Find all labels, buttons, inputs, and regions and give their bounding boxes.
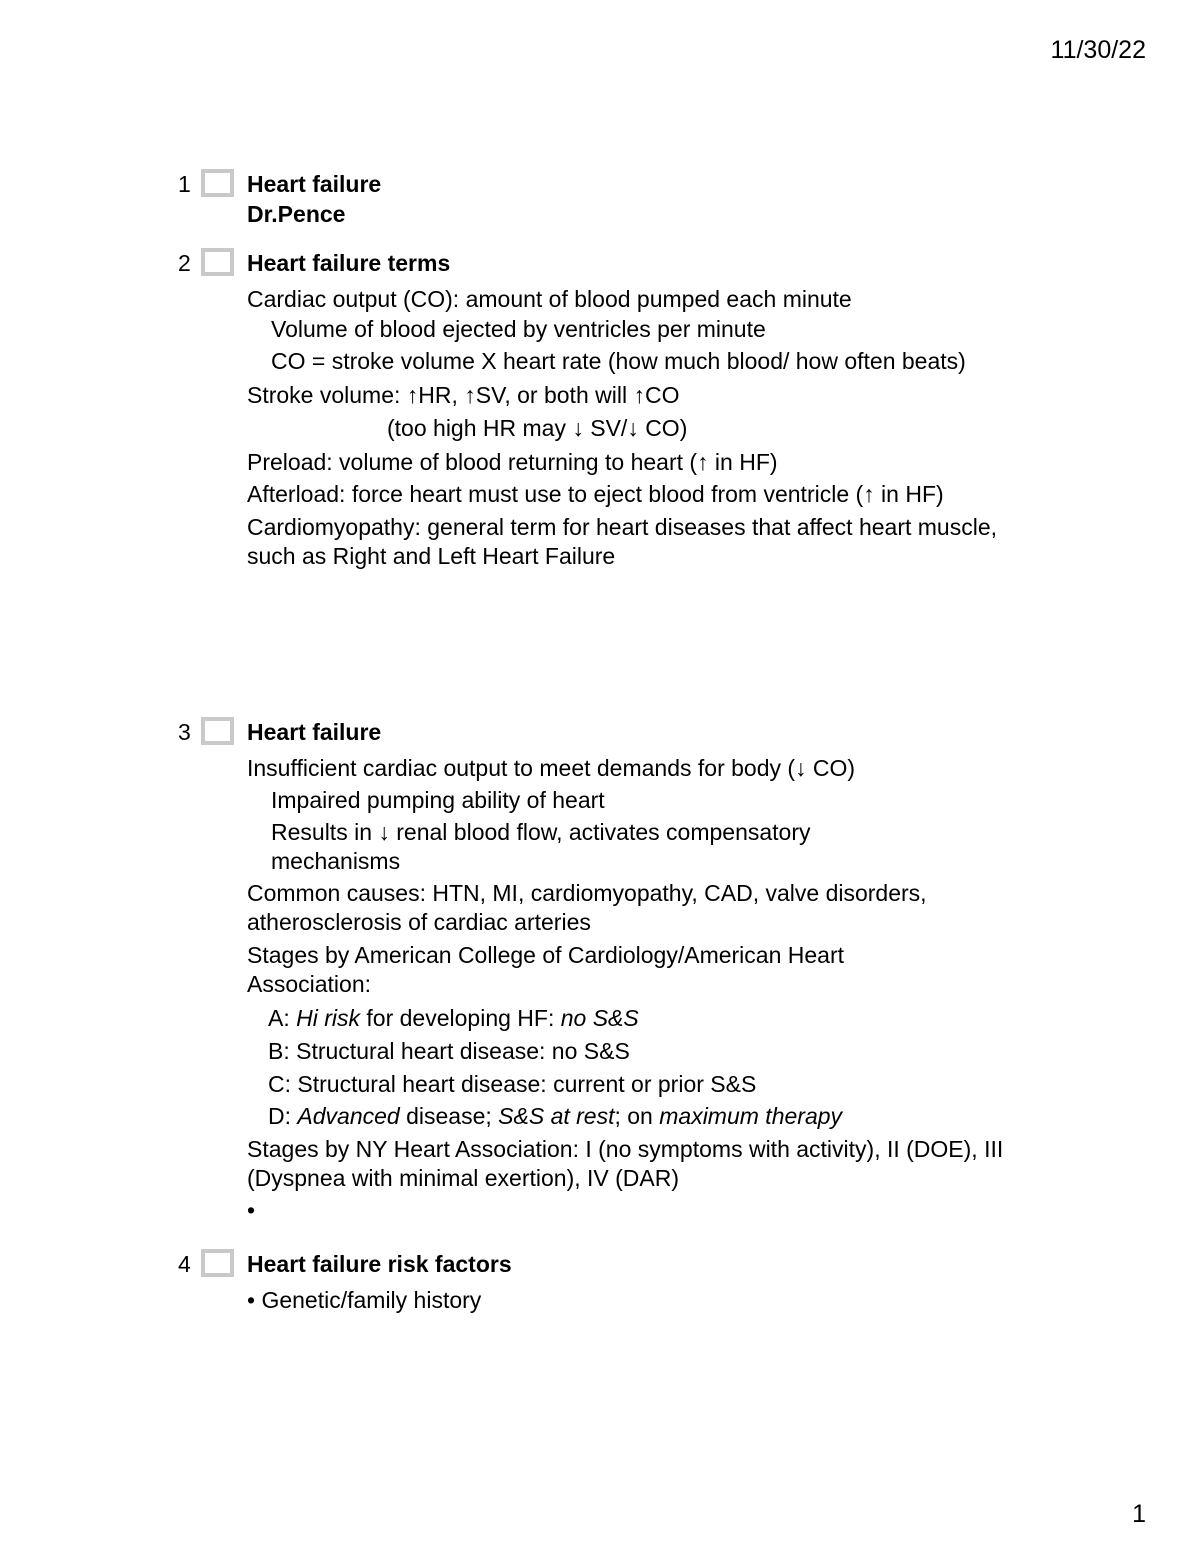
- slide-thumbnail-box: [201, 717, 234, 745]
- stage-d-emphasis: S&S at rest: [498, 1103, 615, 1129]
- note-line: Cardiomyopathy: general term for heart diseases that affect heart muscle, such as Right and Left Heart Failure: [247, 514, 998, 569]
- stage-a-emphasis: Hi risk: [296, 1005, 361, 1031]
- stage-d-line: [247, 1101, 1027, 1131]
- stage-c-line: C: Structural heart disease: current or prior S&S: [268, 1071, 757, 1097]
- slide-title: Heart failure risk factors: [247, 1251, 512, 1277]
- slide-title: Heart failure: [247, 171, 382, 197]
- stage-d-text: ; on: [614, 1103, 660, 1129]
- bullet-line: •: [247, 1197, 256, 1223]
- slide-number: 2: [178, 250, 191, 276]
- stage-d-emphasis: Advanced: [297, 1103, 400, 1129]
- slide-number: 1: [178, 171, 191, 197]
- stage-d-prefix: D:: [268, 1103, 298, 1129]
- bullet-line: • Genetic/family history: [247, 1287, 482, 1313]
- slide-title: Heart failure: [247, 719, 382, 745]
- note-line: Stages by American College of Cardiology/American Heart Association:: [247, 942, 845, 997]
- note-line: Afterload: force heart must use to eject blood from ventricle (↑ in HF): [247, 481, 944, 507]
- stage-a-text: for developing HF:: [360, 1005, 561, 1031]
- note-line: Stroke volume: ↑HR, ↑SV, or both will ↑CO: [247, 382, 680, 408]
- stage-b-line: B: Structural heart disease: no S&S: [268, 1038, 630, 1064]
- stage-d-emphasis: maximum therapy: [659, 1103, 843, 1129]
- print-date: 11/30/22: [1050, 36, 1146, 64]
- note-line: Cardiac output (CO): amount of blood pumped each minute: [247, 286, 852, 312]
- note-line: Stages by NY Heart Association: I (no symptoms with activity), II (DOE), III (Dyspnea with minimal exertion), IV (DAR): [247, 1136, 1004, 1191]
- stage-a-emphasis: no S&S: [560, 1005, 639, 1031]
- note-line: Insufficient cardiac output to meet demands for body (↓ CO): [247, 755, 856, 781]
- note-line: Results in ↓ renal blood flow, activates compensatory mechanisms: [271, 819, 811, 874]
- stage-d-text: disease;: [399, 1103, 499, 1129]
- stage-a-line: [247, 1003, 1027, 1033]
- slide-thumbnail-box: [201, 1249, 234, 1277]
- slide-thumbnail-box: [201, 169, 234, 197]
- slide-content: [247, 1249, 1027, 1315]
- note-line: CO = stroke volume X heart rate (how much blood/ how often beats): [271, 348, 966, 374]
- note-line: (too high HR may ↓ SV/↓ CO): [387, 415, 688, 441]
- slide-number: 4: [178, 1251, 191, 1277]
- page-number: 1: [1132, 1500, 1146, 1528]
- slide-content: [247, 169, 1027, 229]
- slide-subtitle: Dr.Pence: [247, 201, 346, 227]
- slide-content: [247, 717, 1027, 1225]
- stage-a-prefix: A:: [268, 1005, 297, 1031]
- slide-number: 3: [178, 719, 191, 745]
- slide-title: Heart failure terms: [247, 250, 451, 276]
- note-line: Preload: volume of blood returning to heart (↑ in HF): [247, 449, 778, 475]
- slide-thumbnail-box: [201, 248, 234, 276]
- note-line: Common causes: HTN, MI, cardiomyopathy, CAD, valve disorders, atherosclerosis of cardiac arteries: [247, 880, 927, 935]
- slide-content: [247, 248, 1027, 571]
- note-line: Impaired pumping ability of heart: [271, 787, 605, 813]
- note-line: Volume of blood ejected by ventricles per minute: [271, 316, 766, 342]
